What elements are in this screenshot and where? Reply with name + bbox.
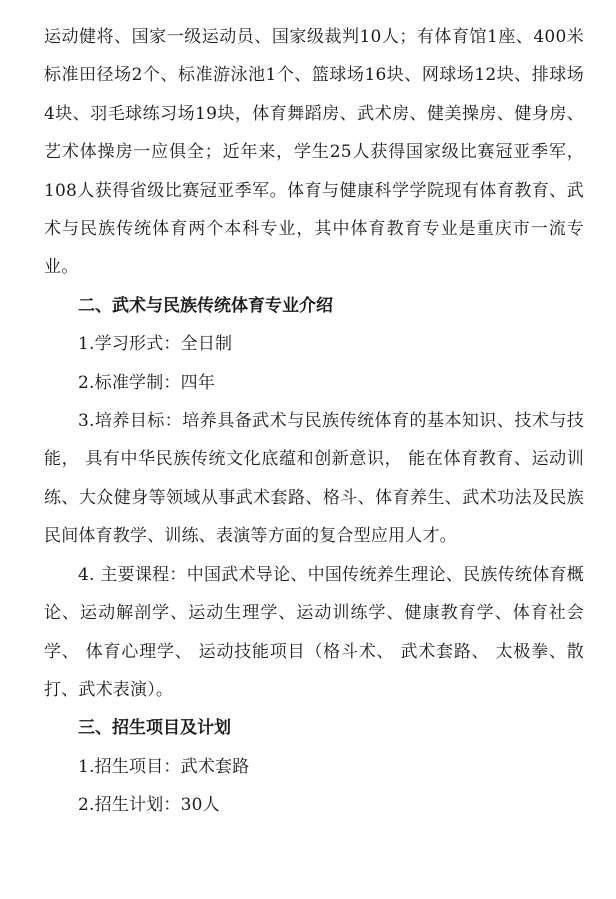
enrollment-project-item: 1.招生项目：武术套路 [78, 756, 250, 777]
section-heading-major-intro: 二、武术与民族传统体育专业介绍 [78, 295, 333, 316]
intro-paragraph: 运动健将、国家一级运动员、国家级裁判10人；有体育馆1座、400米标准田径场2个、标准游泳池1个、篮球场16块、网球场12块、排球场4块、羽毛球练习场19块，体育舞蹈房、武术房、健美操房、健身房、艺术体操房一应俱全；近年来，学生25人获得国家级比赛冠亚季军，108人获得省级比赛冠亚季军。体育与健康科学学院现有体育教育、武术与民族传统体育两个本科专业，其中体育教育专业是重庆市一流专业。 [44, 27, 584, 278]
document-page [44, 18, 584, 825]
section-heading-enrollment: 三、招生项目及计划 [78, 718, 231, 739]
courses-item: 4. 主要课程：中国武术导论、中国传统养生理论、民族传统体育概论、运动解剖学、运动生理学、运动训练学、健康教育学、体育社会学、 体育心理学、 运动技能项目（格斗术、 武术套路、 太极拳、散打、武术表演）。 [44, 564, 584, 700]
objective-item: 3.培养目标：培养具备武术与民族传统体育的基本知识、技术与技能， 具有中华民族传统文化底蕴和创新意识， 能在体育教育、运动训练、大众健身等领域从事武术套路、格斗、体育养生、武术功法及民族民间体育教学、训练、表演等方面的复合型应用人才。 [44, 411, 584, 547]
study-form-item: 1.学习形式：全日制 [78, 334, 233, 355]
enrollment-plan-item: 2.招生计划：30人 [78, 795, 220, 816]
duration-item: 2.标准学制：四年 [78, 372, 216, 393]
